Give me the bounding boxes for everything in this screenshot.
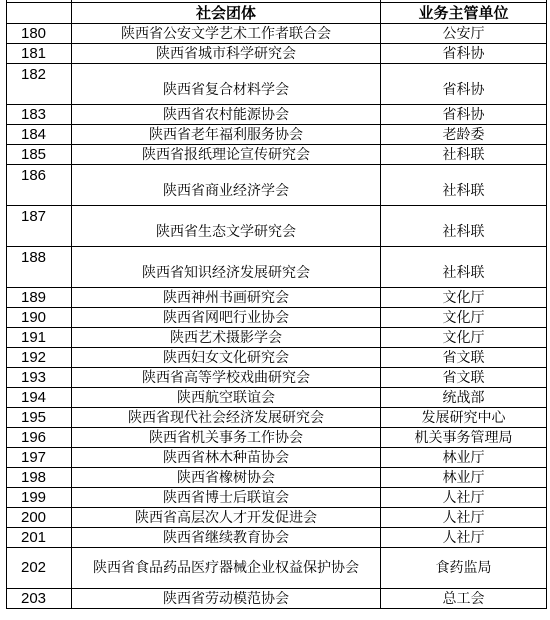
supervising-unit: 统战部	[381, 388, 547, 408]
supervising-unit: 文化厅	[381, 288, 547, 308]
organization-name: 陕西省高层次人才开发促进会	[72, 508, 381, 528]
row-number: 192	[7, 348, 72, 368]
organization-name: 陕西省知识经济发展研究会	[72, 247, 381, 288]
supervising-unit: 机关事务管理局	[381, 428, 547, 448]
table-row	[7, 408, 547, 428]
supervising-unit: 发展研究中心	[381, 408, 547, 428]
supervising-unit: 社科联	[381, 145, 547, 165]
row-number: 203	[7, 589, 72, 609]
supervising-unit: 林业厅	[381, 468, 547, 488]
organization-name: 陕西省复合材料学会	[72, 64, 381, 105]
organization-name: 陕西省现代社会经济发展研究会	[72, 408, 381, 428]
supervising-unit: 林业厅	[381, 448, 547, 468]
row-number: 187	[7, 206, 72, 247]
supervising-unit: 人社厅	[381, 528, 547, 548]
row-number: 182	[7, 64, 72, 105]
supervising-unit: 老龄委	[381, 125, 547, 145]
table-row	[7, 348, 547, 368]
row-number: 193	[7, 368, 72, 388]
organization-name: 陕西省商业经济学会	[72, 165, 381, 206]
table-row	[7, 24, 547, 44]
organization-name: 陕西省公安文学艺术工作者联合会	[72, 24, 381, 44]
table-row	[7, 308, 547, 328]
organization-name: 陕西省高等学校戏曲研究会	[72, 368, 381, 388]
organization-name: 陕西省林木种苗协会	[72, 448, 381, 468]
row-number: 197	[7, 448, 72, 468]
header-row	[7, 3, 547, 24]
supervising-unit: 社科联	[381, 165, 547, 206]
row-number: 185	[7, 145, 72, 165]
organization-name: 陕西省橡树协会	[72, 468, 381, 488]
organization-name: 陕西省机关事务工作协会	[72, 428, 381, 448]
table-row	[7, 388, 547, 408]
row-number: 195	[7, 408, 72, 428]
table-row	[7, 105, 547, 125]
organization-name: 陕西艺术摄影学会	[72, 328, 381, 348]
organization-name: 陕西省博士后联谊会	[72, 488, 381, 508]
table-row	[7, 448, 547, 468]
table-row	[7, 428, 547, 448]
table-row	[7, 247, 547, 288]
table-row	[7, 528, 547, 548]
header-num	[7, 3, 72, 24]
table-row	[7, 468, 547, 488]
organization-name: 陕西神州书画研究会	[72, 288, 381, 308]
organization-name: 陕西省食品药品医疗器械企业权益保护协会	[72, 548, 381, 589]
table-row	[7, 44, 547, 64]
supervising-unit: 省文联	[381, 348, 547, 368]
row-number: 199	[7, 488, 72, 508]
row-number: 181	[7, 44, 72, 64]
table-body	[7, 0, 547, 609]
supervising-unit: 社科联	[381, 247, 547, 288]
table-row	[7, 508, 547, 528]
row-number: 186	[7, 165, 72, 206]
row-number: 191	[7, 328, 72, 348]
table-row	[7, 125, 547, 145]
table-row	[7, 206, 547, 247]
table-row	[7, 488, 547, 508]
table-row	[7, 64, 547, 105]
row-number: 202	[7, 548, 72, 589]
row-number: 198	[7, 468, 72, 488]
row-number: 201	[7, 528, 72, 548]
row-number: 189	[7, 288, 72, 308]
organization-name: 陕西省农村能源协会	[72, 105, 381, 125]
table-row	[7, 328, 547, 348]
header-dept: 业务主管单位	[381, 3, 547, 24]
supervising-unit: 省科协	[381, 105, 547, 125]
supervising-unit: 人社厅	[381, 488, 547, 508]
table-row	[7, 368, 547, 388]
supervising-unit: 文化厅	[381, 328, 547, 348]
organization-name: 陕西省城市科学研究会	[72, 44, 381, 64]
table-row	[7, 288, 547, 308]
table-row	[7, 548, 547, 589]
row-number: 196	[7, 428, 72, 448]
table-row	[7, 589, 547, 609]
row-number: 180	[7, 24, 72, 44]
organization-name: 陕西航空联谊会	[72, 388, 381, 408]
organization-name: 陕西省老年福利服务协会	[72, 125, 381, 145]
supervising-unit: 省科协	[381, 44, 547, 64]
organization-name: 陕西省劳动模范协会	[72, 589, 381, 609]
organization-name: 陕西省报纸理论宣传研究会	[72, 145, 381, 165]
row-number: 200	[7, 508, 72, 528]
supervising-unit: 文化厅	[381, 308, 547, 328]
supervising-unit: 人社厅	[381, 508, 547, 528]
table-row	[7, 145, 547, 165]
supervising-unit: 社科联	[381, 206, 547, 247]
supervising-unit: 总工会	[381, 589, 547, 609]
supervising-unit: 食药监局	[381, 548, 547, 589]
row-number: 188	[7, 247, 72, 288]
organization-name: 陕西省继续教育协会	[72, 528, 381, 548]
supervising-unit: 省文联	[381, 368, 547, 388]
supervising-unit: 省科协	[381, 64, 547, 105]
organization-name: 陕西省网吧行业协会	[72, 308, 381, 328]
row-number: 194	[7, 388, 72, 408]
table-row	[7, 165, 547, 206]
organization-name: 陕西省生态文学研究会	[72, 206, 381, 247]
header-name: 社会团体	[72, 3, 381, 24]
row-number: 184	[7, 125, 72, 145]
supervising-unit: 公安厅	[381, 24, 547, 44]
organization-name: 陕西妇女文化研究会	[72, 348, 381, 368]
row-number: 190	[7, 308, 72, 328]
social-organizations-table	[6, 0, 547, 609]
row-number: 183	[7, 105, 72, 125]
